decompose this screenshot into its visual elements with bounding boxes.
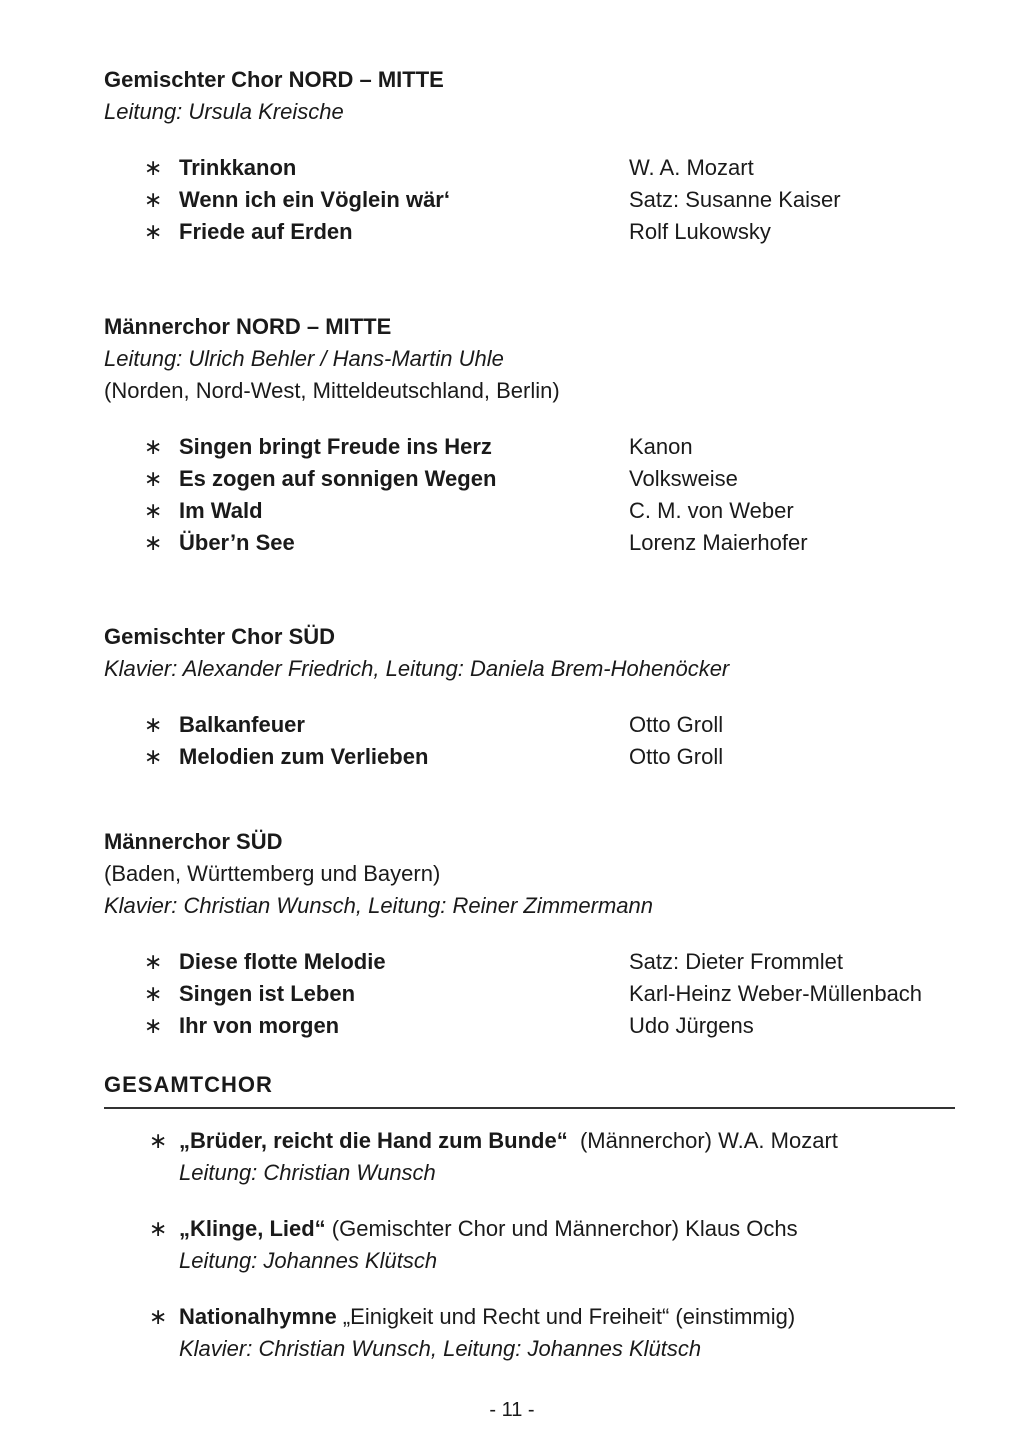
- bullet-icon: ∗: [144, 155, 163, 180]
- bullet-icon: ∗: [144, 949, 163, 974]
- song-composer: Rolf Lukowsky: [629, 219, 771, 244]
- bullet-icon: ∗: [149, 1216, 168, 1241]
- bullet-icon: ∗: [144, 466, 163, 491]
- gesamtchor-item-detail: „Einigkeit und Recht und Freiheit“ (einstimmig): [336, 1304, 796, 1329]
- song-item: [104, 216, 964, 248]
- song-title: Friede auf Erden: [179, 219, 353, 244]
- song-title: Im Wald: [179, 498, 263, 523]
- gesamtchor-item-detail: (Gemischter Chor und Männerchor) Klaus Ochs: [325, 1216, 798, 1241]
- song-item: [104, 184, 964, 216]
- section-heading: Gemischter Chor SÜD: [104, 624, 336, 649]
- song-list: [104, 709, 964, 773]
- section-maennerchor-nord-mitte: [104, 311, 964, 555]
- song-composer: C. M. von Weber: [629, 498, 794, 523]
- bullet-icon: ∗: [144, 1013, 163, 1038]
- song-list: [104, 431, 964, 559]
- gesamtchor-item-title: „Klinge, Lied“: [179, 1216, 326, 1241]
- section-leitung: Leitung: Ulrich Behler / Hans-Martin Uhle: [104, 346, 504, 371]
- gesamtchor-item: [104, 1125, 964, 1189]
- song-composer: W. A. Mozart: [629, 155, 754, 180]
- bullet-icon: ∗: [144, 498, 163, 523]
- bullet-icon: ∗: [149, 1304, 168, 1329]
- song-composer: Satz: Dieter Frommlet: [629, 949, 843, 974]
- gesamtchor-item-leitung: Leitung: Christian Wunsch: [179, 1160, 436, 1185]
- song-composer: Otto Groll: [629, 712, 724, 737]
- song-composer: Volksweise: [629, 466, 738, 491]
- gesamtchor-item-title: „Brüder, reicht die Hand zum Bunde“: [179, 1128, 568, 1153]
- song-list: [104, 946, 964, 1042]
- song-item: [104, 152, 964, 184]
- section-region: (Norden, Nord-West, Mitteldeutschland, Berlin): [104, 378, 560, 403]
- bullet-icon: ∗: [149, 1128, 168, 1153]
- song-composer: Udo Jürgens: [629, 1013, 754, 1038]
- section-region: (Baden, Württemberg und Bayern): [104, 861, 441, 886]
- bullet-icon: ∗: [144, 219, 163, 244]
- gesamtchor-item: [104, 1213, 964, 1277]
- section-leitung: Klavier: Alexander Friedrich, Leitung: Daniela Brem-Hohenöcker: [104, 656, 730, 681]
- section-leitung: Klavier: Christian Wunsch, Leitung: Reiner Zimmermann: [104, 893, 653, 918]
- bullet-icon: ∗: [144, 981, 163, 1006]
- song-item: [104, 946, 964, 978]
- song-item: [104, 495, 964, 527]
- song-composer: Lorenz Maierhofer: [629, 530, 808, 555]
- section-gemischter-chor-nord-mitte: [104, 64, 964, 244]
- section-gemischter-chor-sued: [104, 621, 964, 769]
- song-composer: Otto Groll: [629, 744, 724, 769]
- song-title: Singen ist Leben: [179, 981, 356, 1006]
- song-item: [104, 463, 964, 495]
- page-number: - 11 -: [489, 1399, 535, 1421]
- gesamtchor-item-leitung: Leitung: Johannes Klütsch: [179, 1248, 438, 1273]
- song-title: Melodien zum Verlieben: [179, 744, 429, 769]
- song-composer: Karl-Heinz Weber-Müllenbach: [629, 981, 923, 1006]
- bullet-icon: ∗: [144, 434, 163, 459]
- gesamtchor-heading: GESAMTCHOR: [104, 1072, 273, 1097]
- bullet-icon: ∗: [144, 712, 163, 737]
- song-title: Ihr von morgen: [179, 1013, 340, 1038]
- song-composer: Satz: Susanne Kaiser: [629, 187, 841, 212]
- gesamtchor-item: [104, 1301, 964, 1365]
- song-title: Es zogen auf sonnigen Wegen: [179, 466, 497, 491]
- song-item: [104, 709, 964, 741]
- bullet-icon: ∗: [144, 744, 163, 769]
- gesamtchor-item-title: Nationalhymne: [179, 1304, 337, 1329]
- section-heading: Männerchor SÜD: [104, 829, 283, 854]
- song-item: [104, 741, 964, 773]
- song-title: Wenn ich ein Vöglein wär‘: [179, 187, 450, 212]
- song-title: Diese flotte Melodie: [179, 949, 386, 974]
- gesamtchor-item-detail: (Männerchor) W.A. Mozart: [567, 1128, 838, 1153]
- gesamtchor-item-leitung: Klavier: Christian Wunsch, Leitung: Johannes Klütsch: [179, 1336, 702, 1361]
- song-list: [104, 152, 964, 248]
- song-item: [104, 527, 964, 559]
- section-heading: Gemischter Chor NORD – MITTE: [104, 67, 444, 92]
- section-heading: Männerchor NORD – MITTE: [104, 314, 392, 339]
- section-gesamtchor: [104, 1069, 964, 1101]
- song-title: Balkanfeuer: [179, 712, 305, 737]
- heading-divider: [104, 1107, 955, 1109]
- bullet-icon: ∗: [144, 530, 163, 555]
- song-title: Trinkkanon: [179, 155, 297, 180]
- song-composer: Kanon: [629, 434, 693, 459]
- song-item: [104, 978, 964, 1010]
- song-item: [104, 431, 964, 463]
- song-item: [104, 1010, 964, 1042]
- section-maennerchor-sued: [104, 826, 964, 1038]
- bullet-icon: ∗: [144, 187, 163, 212]
- song-title: Singen bringt Freude ins Herz: [179, 434, 492, 459]
- song-title: Über’n See: [179, 530, 295, 555]
- section-leitung: Leitung: Ursula Kreische: [104, 99, 344, 124]
